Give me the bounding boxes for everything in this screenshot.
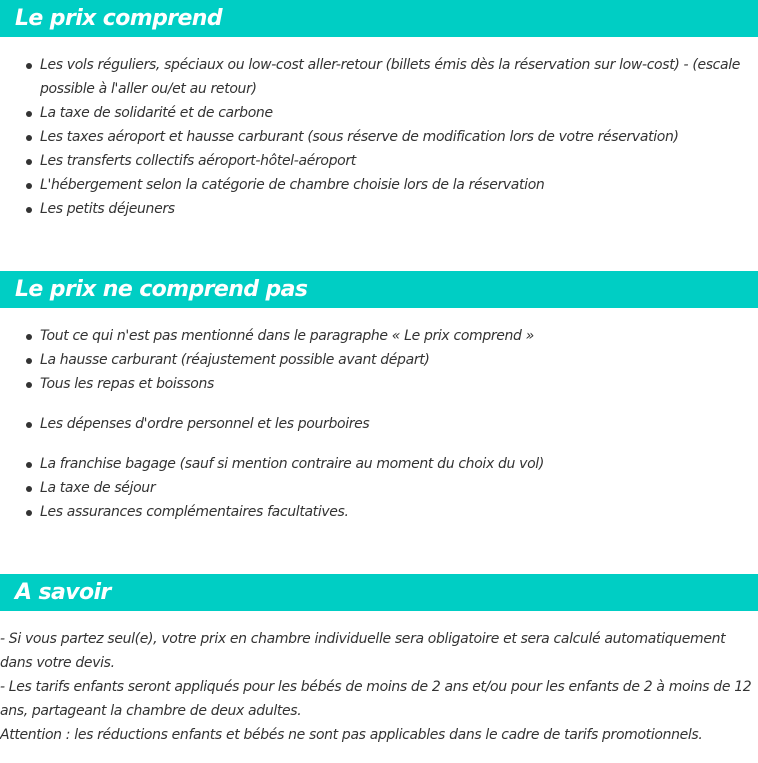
list-item: La taxe de solidarité et de carbone [0, 101, 758, 125]
section-header-prix-comprend [0, 0, 758, 37]
section-title: Le prix ne comprend pas [15, 277, 308, 302]
section-header-prix-ne-comprend-pas [0, 271, 758, 308]
list-item: La hausse carburant (réajustement possible avant départ) [0, 348, 758, 372]
list-item: Tous les repas et boissons [0, 372, 758, 396]
info-paragraphs [0, 627, 756, 747]
list-item: Les dépenses d'ordre personnel et les pourboires [0, 412, 758, 436]
list-item: Les transferts collectifs aéroport-hôtel-aéroport [0, 149, 758, 173]
excluded-list [0, 324, 758, 524]
list-item: La taxe de séjour [0, 476, 758, 500]
list-item: La franchise bagage (sauf si mention contraire au moment du choix du vol) [0, 452, 758, 476]
included-list [0, 53, 758, 221]
list-item: Tout ce qui n'est pas mentionné dans le paragraphe « Le prix comprend » [0, 324, 758, 348]
list-item: Les vols réguliers, spéciaux ou low-cost aller-retour (billets émis dès la réservation sur low-cost) - (escale possible à l'aller ou/et au retour) [0, 53, 758, 101]
list-item: Les petits déjeuners [0, 197, 758, 221]
section-title: Le prix comprend [15, 6, 222, 31]
list-item: Les assurances complémentaires facultatives. [0, 500, 758, 524]
list-item: Les taxes aéroport et hausse carburant (sous réserve de modification lors de votre réservation) [0, 125, 758, 149]
info-paragraph-children: - Les tarifs enfants seront appliqués pour les bébés de moins de 2 ans et/ou pour les enfants de 2 à moins de 12 ans, partageant la chambre de deux adultes. [0, 679, 752, 719]
section-header-a-savoir [0, 574, 758, 611]
info-paragraph-solo: - Si vous partez seul(e), votre prix en chambre individuelle sera obligatoire et sera calculé automatiquement dans votre devis. [0, 631, 726, 671]
section-title: A savoir [15, 580, 111, 605]
list-item: L'hébergement selon la catégorie de chambre choisie lors de la réservation [0, 173, 758, 197]
info-paragraph-attention: Attention : les réductions enfants et bébés ne sont pas applicables dans le cadre de tarifs promotionnels. [0, 727, 703, 743]
